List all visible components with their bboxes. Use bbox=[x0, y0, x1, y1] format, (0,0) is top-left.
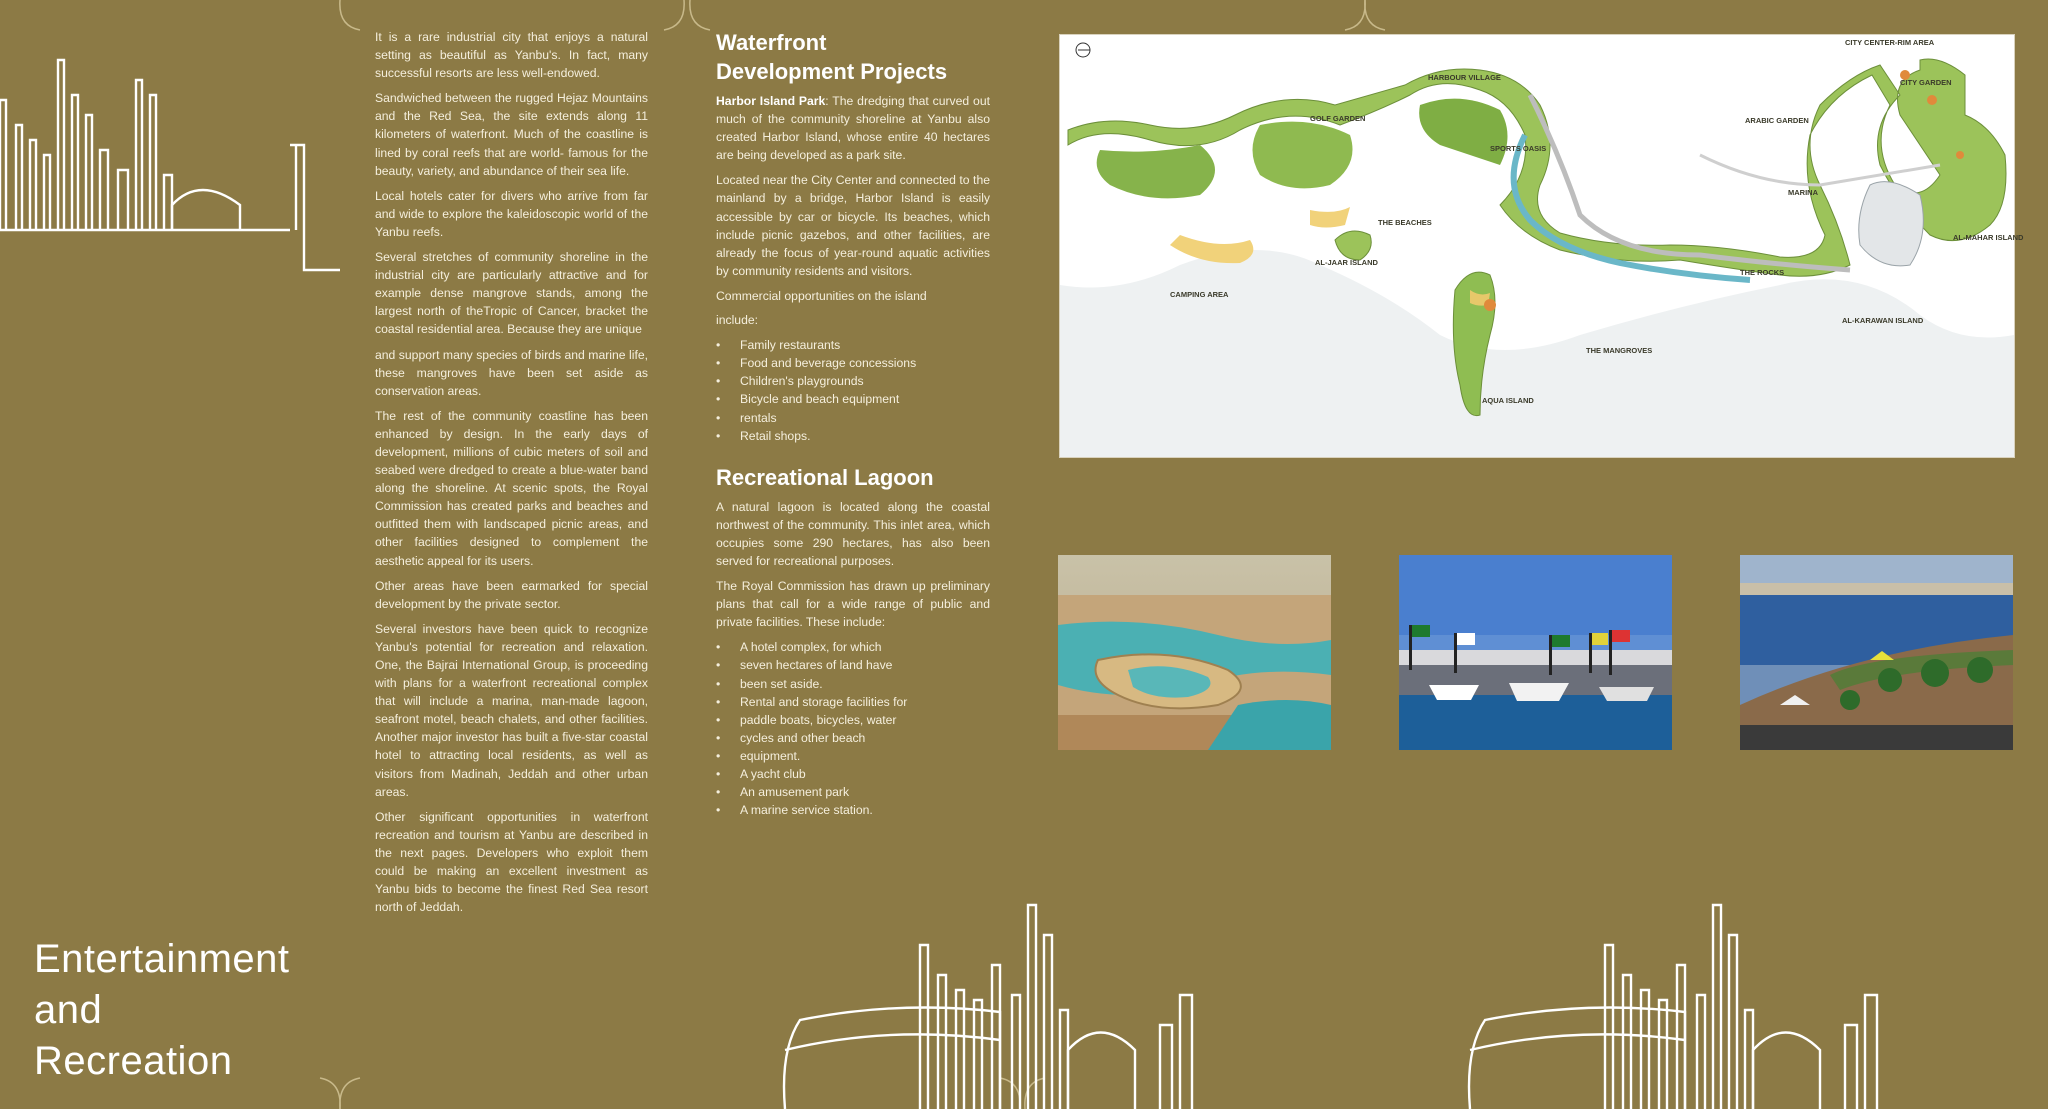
paragraph: Located near the City Center and connected to the mainland by a bridge, Harbor Island is easily accessible by car or bicycle. Its beaches, which include picnic gazebos, and other facilities, are already the focus of year-round aquatic activities by community residents and visitors. bbox=[716, 173, 990, 278]
map-label: THE ROCKS bbox=[1740, 268, 1785, 277]
list-item: • A hotel complex, for which bbox=[716, 638, 990, 656]
list-item: • Food and beverage concessions bbox=[716, 354, 990, 372]
skyline-graphic-left bbox=[0, 55, 345, 285]
paragraph: and support many species of birds and marine life, these mangroves have been set aside as conservation areas. bbox=[375, 347, 648, 398]
map-label: CAMPING AREA bbox=[1170, 290, 1229, 299]
list-item: • An amusement park bbox=[716, 783, 990, 801]
list-item: • paddle boats, bicycles, water bbox=[716, 711, 990, 729]
paragraph: Other significant opportunities in waterfront recreation and tourism at Yanbu are described in the next pages. Developers who exploit them could be making an excellent investment as Yanbu bids to become the finest Red Sea resort north of Jeddah. bbox=[375, 809, 648, 915]
list-item: • equipment. bbox=[716, 747, 990, 765]
paragraph: Other areas have been earmarked for special development by the private sector. bbox=[375, 578, 648, 611]
map-label: HARBOUR VILLAGE bbox=[1428, 73, 1501, 82]
list-item: • been set aside. bbox=[716, 675, 990, 693]
marina-boats-photo bbox=[1399, 555, 1672, 750]
list-item: • rentals bbox=[716, 409, 990, 427]
section-title-line2: and bbox=[34, 988, 103, 1032]
list-item: • Bicycle and beach equipment bbox=[716, 390, 990, 408]
map-label: THE BEACHES bbox=[1378, 218, 1432, 227]
section-title-line1: Entertainment bbox=[34, 937, 290, 981]
paragraph: It is a rare industrial city that enjoys a natural setting as beautiful as Yanbu's. In fact, many successful resorts are less well-endowed. bbox=[375, 30, 648, 81]
paragraph: Sandwiched between the rugged Hejaz Mountains and the Red Sea, the site extends along 11 kilometers of waterfront. Much of the coastline is lined by coral reefs that are world- famous for the beauty, variety, and abundance of their sea life. bbox=[375, 91, 648, 178]
map-label: CITY CENTER-RIM AREA bbox=[1845, 38, 1935, 47]
section-title-line3: Recreation bbox=[34, 1039, 233, 1083]
paragraph: A natural lagoon is located along the coastal northwest of the community. This inlet area, which occupies some 290 hectares, has also been served for recreational purposes. bbox=[716, 499, 990, 568]
list-item: • cycles and other beach bbox=[716, 729, 990, 747]
list-lagoon-facilities bbox=[716, 638, 990, 819]
map-label: SPORTS OASIS bbox=[1490, 144, 1547, 153]
body-column-1 bbox=[375, 28, 648, 923]
skyline-graphic-right bbox=[1465, 900, 1925, 1109]
aerial-lagoon-photo bbox=[1058, 555, 1331, 750]
list-item: • Children's playgrounds bbox=[716, 372, 990, 390]
list-item: • Retail shops. bbox=[716, 427, 990, 445]
list-island-opportunities bbox=[716, 336, 990, 445]
paragraph: The Royal Commission has drawn up preliminary plans that call for a wide range of public and private facilities. These include: bbox=[716, 579, 990, 630]
paragraph: Commercial opportunities on the island bbox=[716, 288, 927, 303]
waterfront-master-plan-map bbox=[1059, 34, 2024, 458]
skyline-graphic-middle bbox=[780, 900, 1240, 1109]
map-drawing bbox=[1060, 35, 2024, 457]
list-item: • seven hectares of land have bbox=[716, 656, 990, 674]
map-label: AL-JAAR ISLAND bbox=[1315, 258, 1378, 267]
paragraph: Several investors have been quick to recognize Yanbu's potential for recreation and relaxation. One, the Bajrai International Group, is proceeding with plans for a waterfront recreational complex that will include a marina, man-made lagoon, seafront motel, beach chalets, and other facilities. Another major investor has built a five-star coastal hotel to attracting local residents, as well as visitors from Madinah, Jeddah and other urban areas. bbox=[375, 621, 648, 799]
list-item: • Rental and storage facilities for bbox=[716, 693, 990, 711]
section-title bbox=[34, 934, 290, 1087]
map-label: CITY GARDEN bbox=[1900, 78, 1952, 87]
map-label: ARABIC GARDEN bbox=[1745, 116, 1809, 125]
map-label: AL-MAHAR ISLAND bbox=[1953, 233, 2024, 242]
heading-line: Waterfront bbox=[716, 30, 827, 55]
map-label: AQUA ISLAND bbox=[1482, 396, 1534, 405]
corniche-beach-photo bbox=[1740, 555, 2013, 750]
lead-in: Harbor Island Park bbox=[716, 94, 826, 108]
list-item: • A yacht club bbox=[716, 765, 990, 783]
map-label: AL-KARAWAN ISLAND bbox=[1842, 316, 1924, 325]
heading-waterfront bbox=[716, 28, 990, 86]
map-label: GOLF GARDEN bbox=[1310, 114, 1366, 123]
paragraph-harbor bbox=[716, 92, 990, 164]
map-label: THE MANGROVES bbox=[1586, 346, 1653, 355]
harbor-text: : The dredging that curved out much of the community shoreline at Yanbu also created Harbor Island, whose entire 40 hectares are being developed as a park site. bbox=[716, 94, 990, 163]
paragraph: The rest of the community coastline has been enhanced by design. In the early days of development, millions of cubic meters of soil and seabed were dredged to create a blue-water band along the shoreline. At scenic spots, the Royal Commission has created parks and beaches and outfitted them with landscaped picnic areas, and other facilities designed to complement the aesthetic appeal for its users. bbox=[375, 408, 648, 568]
heading-line: Development Projects bbox=[716, 59, 948, 84]
list-item: • Family restaurants bbox=[716, 336, 990, 354]
heading-recreational-lagoon: Recreational Lagoon bbox=[716, 464, 934, 490]
paragraph: Several stretches of community shoreline in the industrial city are particularly attractive and for example dense mangrove stands, among the largest north of theTropic of Cancer, bracket the coastal residential area. Because they are unique bbox=[375, 250, 648, 337]
paragraph: include: bbox=[716, 313, 759, 328]
paragraph: Local hotels cater for divers who arrive from far and wide to explore the kaleidoscopic world of the Yanbu reefs. bbox=[375, 188, 648, 239]
body-column-2 bbox=[716, 28, 990, 825]
list-item: • A marine service station. bbox=[716, 801, 990, 819]
map-label: MARINA bbox=[1788, 188, 1818, 197]
